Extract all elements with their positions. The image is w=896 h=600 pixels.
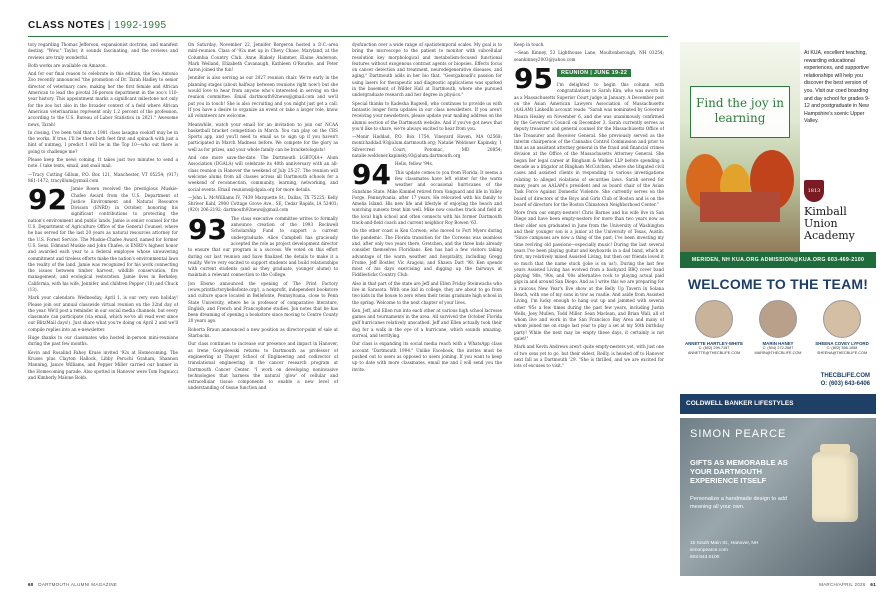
paragraph: The class executive committee writes to formally announce creation of the 1993 Rockwell Scholarship Fund to support a current undergraduate. Alice Campbell has graciously accepted the role as project development director to ensure that our program is a success. We voted on this effort during our last reunion and have finalized the details to make it a reality. We're very excited to support students and build relationships with current students (and as they graduate, younger alums) to maintain a relevant connection to the College. [188, 215, 338, 278]
kua-logo-text: Kimball Union Academy [804, 205, 855, 242]
simon-logo: SIMON PEARCE [690, 428, 787, 440]
page-number-left: 60 [28, 582, 34, 587]
agent-email[interactable]: SHEENA@THECBLIFE.COM [816, 351, 868, 355]
agent-photo [759, 300, 797, 338]
kua-ad[interactable] [680, 42, 876, 268]
section-label: CLASS NOTES [28, 20, 105, 31]
cb-brand-sub: LIFESTYLES [754, 400, 794, 407]
paragraph: tory regarding Thomas Jefferson, expansionist doctrine, and manifest destiny. "Wow," Taylor, it sounds fascinating, and the reviews and reviews are truly wonderful. [28, 42, 178, 60]
header-rule [28, 36, 668, 37]
paragraph: —John L. McWilliams IV, 7439 Marquette St., Dallas, TX 75225; Kelly Shriver Kahl, 2900 Cottage Grove Ave., SE, Cedar Rapids, IA 52403; (920) 206-2192; dartmouth92news@gmail.com [188, 194, 338, 213]
paragraph: On Saturday, November 22, Jennifer Bergeron hosted a D.C.-area mini-reunion. Class of '92s met up in Chevy Chase, Maryland, at the Columbia Country Club. Anne Blakely Hammer, Elaine Anderson, Mark Weiland, Elizabeth Cavanaugh, Kathleen O'Rourke, and Peter Aaron joined the fun! [188, 42, 338, 73]
class-year-number: 94 [352, 158, 391, 192]
paragraph: Ken, Jeff, and Ellen run into each other at various high school lacrosse games and tournaments in the area. All survived the October Florida gulf hurricanes relatively unscathed. Jeff and Ellen actually took their dog for a walk in the eye of a hurricane, which sounds amazing, surreal, and terrifying. [352, 307, 502, 339]
paragraph: In closing, I've been told that a 1981 class lasagna cookoff may be in the works. If true, I'll be there both feet first and spinach with just a hint of nutmeg. I predict I will be in the Top 10—who out there is going to challenge me? [28, 129, 178, 154]
kua-headline: Find the joy in learning [690, 86, 790, 138]
cb-site-text: THECBLIFE.COM [820, 373, 870, 379]
paragraph: On the other coast is Ken Corwen, who moved to Fort Myers during the pandemic. The Florida transition for the Corwens was seamless and, after only two years there, Gretchen, and the three kids already consider themselves Floridians. Ken has had a few visitors taking advantage of the warm weather and hospitality, including Gregg Frome, Jeff Bostler, Vic Aragoni, and Shawn Dart '98. Ken spends most of his days exercising and digging up the fairways at Fiddlesticks Country Club. [352, 228, 502, 278]
paragraph: This update comes to you from Florida. It seems a few classmates have left winter for the warm weather and occasional hurricanes of the Sunshine State. Mike Kimmel retired from Vanguard and life in Valley Forge, Pennsylvania, after 17 years. He relocated with his family to Amelia Island. His new life and lifestyle of enjoying the beach and watching sunsets treat him well. Mike now coaches track and field at the local high school and often connects with his former Dartmouth track-and-field coach and current neighbor Roy Bowen '63. [352, 169, 502, 226]
agents-row [684, 300, 872, 368]
paragraph: Special thanks to Kadesha Bagwell, who continues to provide us with fantastic longer form updates in our class newsletters. If you aren't receiving your newsletters, please update your mailing address on the alumni section of the Dartmouth website. And if you've got news that you'd like to share, we're always excited to hear from you. [352, 100, 502, 131]
simon-phone: 603.643.0100 [690, 555, 720, 560]
agent-email[interactable]: MARIN@THECBLIFE.COM [754, 351, 802, 355]
paragraph: Huge thanks to our classmates who hosted in-person mini-reunions during the past few months. [28, 335, 178, 347]
agent-cell: C: (802) 356-1958 [826, 346, 858, 350]
paragraph: Hello, fellow '94s. [394, 161, 434, 167]
simon-tagline: GIFTS AS MEMORABLE AS YOUR DARTMOUTH EXPERIENCE ITSELF [690, 458, 788, 485]
simon-street: 15 South Main St., Hanover, NH [690, 541, 759, 546]
cb-office-phone: O: (603) 643-6406 [820, 381, 870, 387]
header-separator: | [107, 20, 112, 31]
glass-jar-icon [812, 452, 858, 522]
issue-date: MARCH/APRIL 2026 [819, 582, 866, 587]
building-icon [700, 192, 780, 222]
agent-cell: C: (504) 272-2687 [762, 346, 794, 350]
paragraph: —Tracy Cutting Gillum, P.O. Box 121, Manchester, VT 05254; (917) 861-1472; tracyillum@ymail.com [28, 171, 178, 183]
magazine-name: DARTMOUTH ALUMNI MAGAZINE [38, 582, 118, 587]
class-year-number: 93 [188, 212, 227, 246]
paragraph: Roberta Braun announced a new position as director-point of sale at Starbucks. [188, 326, 338, 339]
cb-website[interactable] [821, 372, 870, 388]
simon-subcopy: Personalize a handmade design to add meaning all your own. [690, 496, 788, 510]
paragraph: Also in that part of the state are Jeff and Ellen Friday Steinwachs who live in Sarasota. With one kid in college, they are about to go from two kids in the house to zero when their twins graduate high school in the spring. Welcome to the next chapter of your lives. [352, 280, 502, 305]
paragraph: And one more save-the-date. The Dartmouth LGBTQIA+ Alum Association (DGALA) will celebrate its 40th anniversary with an all-class reunion in Hanover the weekend of July 25-27. The reunion will welcome alums from all classes across all Dartmouth schools for a weekend of reconnection, community, learning, networking, and social events. Email reunions@dgala.org for more details. [188, 155, 338, 192]
year-range: 1992-1995 [114, 20, 167, 31]
agent-name: ANNETTE HARTLEY-WHITE [684, 341, 744, 346]
paragraph: Kevin and Rosalind Fahey Kruse invited '92s at Homecoming. The Kruses plus Clayton Hallock, Libby Peruchi Graham, Shannon Manning, Janice Williams, and Pepper Miller carried our banner in the Homecoming parade. Also spotted in Hanover were Tom Pagnucci and Kimberly Malone Bobb. [28, 349, 178, 380]
text-column [352, 42, 502, 576]
paragraph: Our class continues to increase our presence and impact in Hanover, as Irene Gorgolewski returns to Dartmouth as professor of engineering at Thayer School of Engineering and codirector of translational engineering in the cancer research program at Dartmouth Cancer Center. "I work on developing noninvasive technologies that harness the natural 'glow' of cellular and extracellular tissue components to enable a new level of understanding of tissue function and [188, 341, 338, 391]
section-header [28, 20, 167, 31]
reunion-badge: REUNION | JUNE 19-22 [557, 69, 631, 77]
paragraph: Please keep the news coming. It takes just two minutes to send a note. I take texts, email, and snail mail. [28, 157, 178, 169]
paragraph: And for our final reason to celebrate in this edition, the Sea Antonio Zoo recently announced "the promotion of Dr. Tarah Hadley to senior director of veterinary care, making her the first female and African American to lead the pivotal 26-person department in the zoo's 110-year history. This appointment marks a significant milestone not only for the zoo but also in the broader context of a field where African American veterinarians represent only 1.2 percent of the profession, according to the U.S. Bureau of Labor Statistics in 2021." Awesome news, Tarah! [28, 71, 178, 127]
paragraph: Jamie Rosen received the prestigious Muskie-Chafee Award from the U.S. Department of Justice Environment and Natural Resource Division (ENRD) in October, honoring his significant contributions to protecting the nation's environment and public lands. Jamie is senior counsel for the U.S. Department of Agriculture Office of the General Counsel, where he has served for the last 20 years as natural resources attorney for the U.S. Forest Service. The Muskie-Chafee Award, named for former U.S. Sens. Edmund Muskie and John Chafee, is ENRD's highest honor and awarded each year to a federal employee whose unwavering commitment and tireless efforts make the nation's environmental laws the reality of the land. Jamie was recognized for his work connecting the issues between timber harvest, wildlife conservation, fire management, and ecological restoration. Jamie lives in Berkeley, California, with his wife, Jennifer, and children Pepper (10) and Chuck (13). [28, 186, 178, 292]
text-column [188, 42, 338, 576]
paragraph: Meanwhile, watch your email for an invitation to join our NCAA basketball bracket competition in March. You can play on the CBS Sports app, and you'll need to email us to sign up if you haven't participated in March Madness before. We compete for the glory as well as for prizes, and your whole family can be bracketologists! [188, 121, 338, 152]
paragraph: Our class is expanding its social media reach with a WhatsApp class account "Dartmouth 1994." Unlike Facebook, the invites must be pushed out to users as opposed to users joining. If you want to keep up to date with more classmates, email me and I will send you the invite. [352, 341, 502, 372]
agent-photo [823, 300, 861, 338]
footer-left [28, 582, 117, 587]
paragraph: Keep in touch. [514, 42, 545, 47]
class-year-number: 92 [28, 183, 67, 217]
agent-name: MARIN HANEY [762, 341, 794, 346]
agent-photo [695, 300, 733, 338]
agent-cell: C: (802) 299-7157 [698, 346, 730, 350]
simon-address [690, 540, 758, 561]
agent-email[interactable]: ANNETTE@THECBLIFE.COM [687, 351, 741, 355]
kua-logo [804, 180, 874, 242]
footer-right [819, 582, 876, 587]
paragraph: Mark and Kevin Andrews aren't quite empty-nesters yet, with just one of two sons yet to go, but their eldest, Reilly, is headed off to Hanover next fall as a Dartmouth '29. "She is thrilled, and we are excited for lots of excuses to visit." [514, 344, 664, 369]
paragraph: dysfunction over a wide range of spatiotemporal scales. My goal is to bring the microscope to the patient to monitor with subcellular resolution key morphological and metabolism-focused functional features without exogenous contrast agents or biopsies. Effects focus on cancer detection and treatment, neurodegenerative diseases, and aging." Dartmouth adds in her bio that, "Georgakoudi's passion for using lasers for therapeutic and diagnostic applications was sparked in the basement of Wilder Hall at Dartmouth, where she pursued undergraduate research and her degree in physics." [352, 42, 502, 98]
paragraph: I'm delighted to begin this column with congratulations to Sarah Kim, who was sworn in as a Massachusetts Superior Court judge in January. A December post on the Asian American Lawyers Association of Massachusetts (AALAM) LinkedIn account reads: "Sarah was nominated by Governor Maura Healey on November 6, and she was unanimously confirmed by the Governor's Council on December 3. Sarah currently serves as deputy treasurer and general counsel for the Massachusetts Office of the Treasurer and Receiver General. She previously served as the interim chairperson of the Cannabis Control Commission and prior to that as an assistant attorney general in the fraud and financial crimes division at the Office of the Massachusetts Attorney General. She began her legal career at Bingham & Walker LLP before spending a decade as a litigator at Bingham McCutchen, where she litigated civil cases and assisted clients in responding to various investigations relating to alleged violations of securities laws. Sarah served for many years as AALAM's president and as board chair of the Asian Task Force Against Domestic Violence. She currently serves on the board of directors of the Boys and Girls Club of Boston and is on the board of directors for the Boston Chinatown Neighborhood Center." [514, 82, 664, 207]
agent-card [748, 300, 808, 356]
cb-logo [686, 400, 794, 407]
kua-copy: At KUA, excellent teaching, rewarding educational experiences, and supportive relationships will help you discover the best version of you. Visit our coed boarding and day school for grades 9-12 and postgraduate in New Hampshire's scenic Upper Valley. [804, 50, 870, 125]
welcome-title: WELCOME TO THE TEAM! [687, 276, 869, 292]
paragraph: Mark your calendars: Wednesday, April 1, is our very own holiday! Please join our annual classwide virtual reunion on the 32nd day of the year. We'll post a reminder in our social media channels, but every classmate can participate (via email, which we've all read ever since our BlitzMail days!). Just share what you're doing on April 2 and we'll compile replies into an e-newsletter. [28, 295, 178, 332]
kua-photo [680, 42, 800, 268]
cb-brand: COLDWELL BANKER [686, 400, 753, 407]
paragraph: —Sean Kinney, 53 Lighthouse Lane, Moultonborough, NH 03254; seankinney2003@yahoo.com [514, 50, 664, 62]
kua-contact-bar[interactable]: MERIDEN, NH KUA.ORG ADMISSION@KUA.ORG 603-469-2100 [680, 252, 876, 268]
simon-site[interactable]: simonpearce.com [690, 548, 728, 553]
paragraph: Both works are available on Amazon. [28, 62, 107, 68]
class-year-number: 95 [514, 61, 553, 95]
paragraph: Jon Ebsmo announced the opening of The Print Factory (www.printfactorybellefonte.org/), a nonprofit, independent bookstore and culture space located in Bellefonte, Pennsylvania, close to Penn State University, where he is professor of comparative literature, English, and French and Francophone studies. Jon notes that he has been dreaming of opening a bookstore since moving to Centre County 20 years ago. [188, 280, 338, 324]
agent-card [684, 300, 744, 356]
simon-pearce-ad[interactable] [680, 418, 876, 576]
cb-brand-bar [680, 394, 876, 414]
agent-card [812, 300, 872, 356]
agent-name: SHEENA COVEY LYFORD [815, 341, 869, 346]
page-number-right: 61 [870, 582, 876, 587]
paragraph: —Monir Haddad, P.O. Box 1754, Vineyard Haven, MA 02568; monir.haddad.93@alum.dartmouth.org; Natalie Weldoner Kapinsky, 1 Silvercrest Court, Potomac, MD 20854; natalie.weldoner.kapinsky.93@alum.dartmouth.org [352, 134, 502, 159]
paragraph: More from our empty-nesters! Chris Barnes and his wife live in San Diego and have been empty-nesters for more than two years now as their older son graduated in June from the University of Washington and their younger son is a junior at the University of Texas, Austin. "Since campuses are now a thing of the past, I've been investing my time reviving old passions—especially music! During the last several years I've been playing guitar and keyboards in a dad band, which at first, my relatively mixed Assisted Living, but then our friends loved it so much that the name stuck (joke is on us!). During the last few years Assisted Living has evolved from a backyard BBQ cover band playing '80s, '90s, and '00s alternative rock to playing actual paid gigs in and around San Diego. And as I write this we are preparing for a raucous New Year's Eve show at the Belly Up Tavern in Solana Beach, with one of my sons in tow as roadie. And aside from Assisted Living, I'm lucky enough to hang out up and jammed with several other '95s a few times during the past few years, including Justin Wells, Joey Mullen, Todd Miller, Sean Maclean, and Brian Wall, all of whom live and work in the San Francisco Bay Area and many of whom joined me on stage last year to play a set at my 50th birthday party! While the next may be empty these days, it certainly is not quiet!" [514, 210, 664, 342]
paragraph: Jennifer is also serving as our 2027 reunion chair. We're early in the planning stages (about halfway between reunions right now!) but she would love to hear from anyone who's interested in serving on the reunion committee. Email dartmouth92news@gmail.com and we'll put you in touch! She is also recruiting and you might just get a call. If you have a desire to organize an event or take a larger role, know all volunteers are welcome. [188, 75, 338, 119]
crest-icon: 1813 [804, 180, 824, 202]
coldwell-banker-ad[interactable] [680, 272, 876, 414]
text-column [28, 42, 178, 576]
text-column [514, 42, 664, 578]
